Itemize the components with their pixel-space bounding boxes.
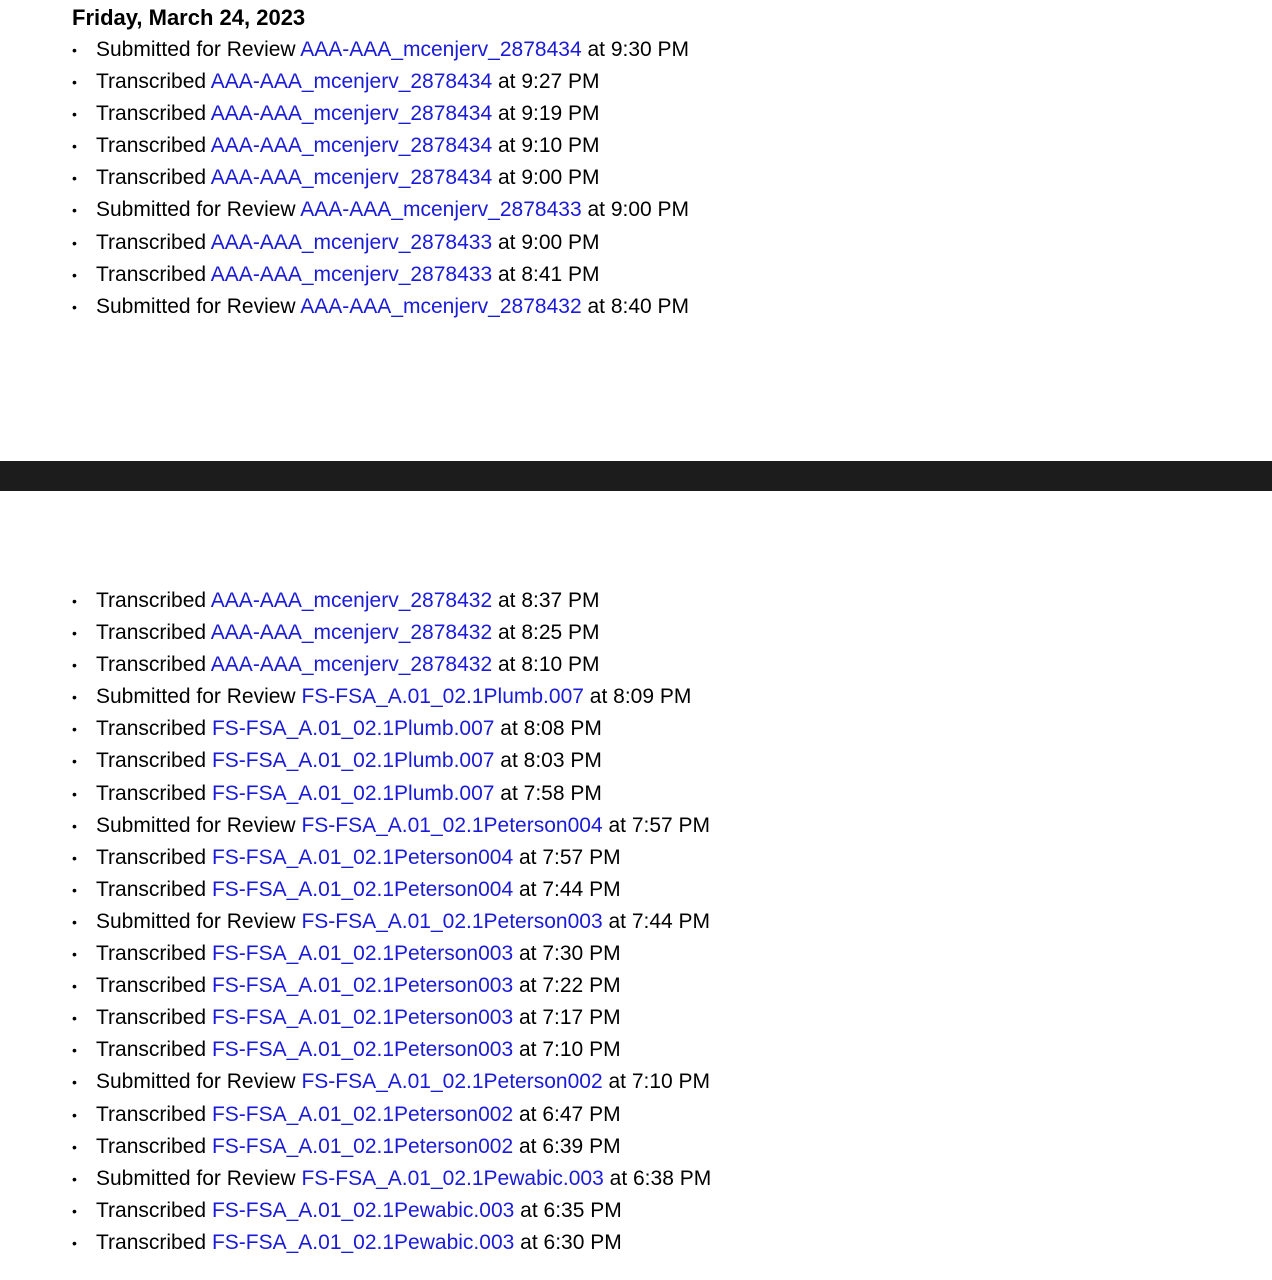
activity-item	[72, 906, 711, 938]
at-label: at	[519, 1134, 537, 1158]
activity-action: Submitted for Review	[96, 909, 296, 933]
activity-item	[72, 778, 711, 810]
item-link[interactable]: FS-FSA_A.01_02.1Peterson003	[211, 942, 514, 966]
bullet-icon: •	[72, 1202, 77, 1219]
activity-action: Submitted for Review	[96, 1166, 296, 1190]
bullet-icon: •	[72, 74, 77, 91]
activity-time: 9:00 PM	[521, 230, 600, 254]
item-link[interactable]: FS-FSA_A.01_02.1Pewabic.003	[211, 1198, 515, 1222]
activity-item	[72, 970, 711, 1002]
activity-action: Transcribed	[96, 1102, 207, 1126]
activity-action: Transcribed	[96, 589, 207, 612]
at-label: at	[608, 813, 626, 837]
activity-item	[72, 585, 711, 617]
bullet-icon: •	[72, 1138, 77, 1155]
at-label: at	[497, 70, 516, 94]
item-link[interactable]: FS-FSA_A.01_02.1Pewabic.003	[301, 1166, 604, 1190]
bullet-icon: •	[72, 881, 77, 898]
item-link[interactable]: FS-FSA_A.01_02.1Peterson004	[211, 845, 514, 869]
activity-time: 6:30 PM	[543, 1230, 622, 1254]
at-label: at	[519, 845, 537, 869]
activity-action: Submitted for Review	[96, 294, 296, 318]
item-link[interactable]: FS-FSA_A.01_02.1Peterson003	[301, 909, 603, 933]
activity-time: 7:57 PM	[542, 845, 621, 869]
activity-item	[72, 66, 689, 98]
bullet-icon: •	[72, 689, 77, 706]
bullet-icon: •	[72, 170, 77, 187]
bullet-icon: •	[72, 1010, 77, 1027]
activity-item	[72, 938, 711, 970]
activity-item	[72, 649, 711, 681]
at-label: at	[589, 685, 608, 709]
bullet-icon: •	[72, 913, 77, 930]
bullet-icon: •	[72, 1106, 77, 1123]
activity-time: 6:38 PM	[633, 1166, 712, 1190]
activity-item	[72, 98, 689, 130]
bullet-icon: •	[72, 657, 77, 674]
activity-action: Transcribed	[96, 1230, 207, 1254]
activity-time: 8:41 PM	[521, 262, 600, 286]
item-link[interactable]: AAA-AAA_mcenjerv_2878434	[300, 38, 582, 61]
item-link[interactable]: FS-FSA_A.01_02.1Plumb.007	[211, 781, 495, 805]
activity-time: 9:10 PM	[521, 134, 600, 158]
at-label: at	[497, 230, 516, 254]
activity-action: Submitted for Review	[96, 198, 296, 222]
bullet-icon: •	[72, 298, 77, 315]
bullet-icon: •	[72, 946, 77, 963]
item-link[interactable]: AAA-AAA_mcenjerv_2878432	[210, 653, 493, 677]
item-link[interactable]: FS-FSA_A.01_02.1Plumb.007	[211, 717, 495, 741]
activity-action: Transcribed	[96, 70, 207, 94]
item-link[interactable]: FS-FSA_A.01_02.1Pewabic.003	[211, 1230, 515, 1254]
activity-action: Transcribed	[96, 1006, 207, 1030]
item-link[interactable]: FS-FSA_A.01_02.1Plumb.007	[211, 749, 495, 773]
at-label: at	[609, 1166, 628, 1190]
item-link[interactable]: FS-FSA_A.01_02.1Peterson002	[211, 1102, 514, 1126]
at-label: at	[520, 1230, 538, 1254]
activity-item	[72, 1066, 711, 1098]
bullet-icon: •	[72, 593, 77, 609]
item-link[interactable]: AAA-AAA_mcenjerv_2878432	[300, 294, 582, 318]
bullet-icon: •	[72, 266, 77, 283]
bullet-icon: •	[72, 42, 77, 58]
at-label: at	[500, 781, 518, 805]
item-link[interactable]: FS-FSA_A.01_02.1Peterson004	[211, 877, 514, 901]
at-label: at	[500, 717, 518, 741]
activity-action: Transcribed	[96, 781, 207, 805]
activity-list-page-1	[72, 34, 689, 323]
activity-action: Transcribed	[96, 134, 207, 158]
activity-action: Transcribed	[96, 877, 207, 901]
activity-time: 9:19 PM	[521, 102, 600, 126]
bullet-icon: •	[72, 234, 77, 251]
item-link[interactable]: FS-FSA_A.01_02.1Plumb.007	[301, 685, 584, 709]
at-label: at	[519, 1038, 537, 1062]
at-label: at	[519, 1006, 537, 1030]
at-label: at	[497, 102, 516, 126]
activity-time: 9:00 PM	[521, 166, 600, 190]
at-label: at	[520, 1198, 538, 1222]
activity-action: Transcribed	[96, 974, 207, 998]
activity-item	[72, 842, 711, 874]
activity-time: 8:25 PM	[521, 621, 600, 645]
at-label: at	[497, 653, 516, 677]
item-link[interactable]: AAA-AAA_mcenjerv_2878432	[210, 621, 493, 645]
item-link[interactable]: AAA-AAA_mcenjerv_2878434	[210, 166, 493, 190]
at-label: at	[587, 198, 605, 222]
activity-action: Transcribed	[96, 1038, 207, 1062]
activity-item	[72, 617, 711, 649]
activity-time: 9:30 PM	[610, 38, 690, 61]
bullet-icon: •	[72, 106, 77, 123]
at-label: at	[587, 294, 605, 318]
at-label: at	[519, 942, 537, 966]
bullet-icon: •	[72, 138, 77, 155]
activity-item	[72, 874, 711, 906]
activity-item	[72, 810, 711, 842]
item-link[interactable]: AAA-AAA_mcenjerv_2878433	[300, 198, 582, 222]
activity-action: Transcribed	[96, 102, 207, 126]
activity-item	[72, 1163, 711, 1195]
activity-time: 8:40 PM	[610, 294, 690, 318]
bullet-icon: •	[72, 1234, 77, 1251]
at-label: at	[497, 134, 516, 158]
activity-item	[72, 227, 689, 259]
bullet-icon: •	[72, 849, 77, 866]
activity-action: Transcribed	[96, 166, 207, 190]
activity-action: Submitted for Review	[96, 685, 296, 709]
activity-time: 7:57 PM	[631, 813, 711, 837]
item-link[interactable]: FS-FSA_A.01_02.1Peterson002	[301, 1070, 603, 1094]
activity-time: 9:27 PM	[521, 70, 600, 94]
activity-item	[72, 1227, 711, 1259]
activity-time: 7:44 PM	[631, 909, 711, 933]
at-label: at	[519, 1102, 537, 1126]
activity-time: 8:09 PM	[613, 685, 692, 709]
activity-time: 6:39 PM	[542, 1134, 621, 1158]
at-label: at	[497, 166, 516, 190]
activity-time: 7:17 PM	[542, 1006, 621, 1030]
activity-item	[72, 681, 711, 713]
activity-item	[72, 745, 711, 777]
at-label: at	[608, 1070, 626, 1094]
activity-item	[72, 194, 689, 226]
bullet-icon: •	[72, 1074, 77, 1091]
activity-time: 8:03 PM	[523, 749, 602, 773]
bullet-icon: •	[72, 721, 77, 738]
activity-list-page-2	[72, 585, 711, 1259]
at-label: at	[497, 262, 516, 286]
page-divider	[0, 461, 1272, 491]
activity-item	[72, 1002, 711, 1034]
activity-item	[72, 1131, 711, 1163]
activity-action: Transcribed	[96, 1134, 207, 1158]
item-link[interactable]: FS-FSA_A.01_02.1Peterson003	[211, 974, 514, 998]
activity-time: 6:47 PM	[542, 1102, 621, 1126]
bullet-icon: •	[72, 1042, 77, 1059]
bullet-icon: •	[72, 753, 77, 770]
activity-item	[72, 1195, 711, 1227]
item-link[interactable]: FS-FSA_A.01_02.1Peterson003	[211, 1006, 514, 1030]
activity-action: Transcribed	[96, 717, 207, 741]
at-label: at	[500, 749, 518, 773]
activity-action: Submitted for Review	[96, 38, 296, 61]
at-label: at	[587, 38, 605, 61]
item-link[interactable]: AAA-AAA_mcenjerv_2878434	[210, 102, 493, 126]
activity-time: 7:10 PM	[631, 1070, 711, 1094]
activity-item	[72, 713, 711, 745]
activity-time: 7:22 PM	[542, 974, 621, 998]
at-label: at	[608, 909, 626, 933]
activity-action: Submitted for Review	[96, 813, 296, 837]
activity-item	[72, 291, 689, 323]
day-heading: Friday, March 24, 2023	[72, 5, 306, 30]
bullet-icon: •	[72, 1170, 77, 1187]
activity-time: 8:10 PM	[521, 653, 600, 677]
activity-action: Transcribed	[96, 845, 207, 869]
activity-time: 7:30 PM	[542, 942, 621, 966]
item-link[interactable]: FS-FSA_A.01_02.1Peterson002	[211, 1134, 514, 1158]
activity-action: Transcribed	[96, 942, 207, 966]
item-link[interactable]: FS-FSA_A.01_02.1Peterson003	[211, 1038, 514, 1062]
item-link[interactable]: AAA-AAA_mcenjerv_2878432	[210, 589, 493, 612]
activity-time: 6:35 PM	[543, 1198, 622, 1222]
activity-action: Transcribed	[96, 749, 207, 773]
activity-time: 7:10 PM	[542, 1038, 621, 1062]
activity-item	[72, 259, 689, 291]
bullet-icon: •	[72, 202, 77, 219]
activity-item	[72, 1034, 711, 1066]
at-label: at	[497, 621, 516, 645]
at-label: at	[519, 877, 537, 901]
activity-item	[72, 34, 689, 66]
bullet-icon: •	[72, 785, 77, 802]
bullet-icon: •	[72, 978, 77, 995]
activity-time: 7:58 PM	[523, 781, 602, 805]
activity-action: Transcribed	[96, 653, 207, 677]
activity-item	[72, 130, 689, 162]
activity-time: 9:00 PM	[610, 198, 690, 222]
item-link[interactable]: AAA-AAA_mcenjerv_2878434	[210, 70, 493, 94]
activity-item	[72, 1099, 711, 1131]
item-link[interactable]: AAA-AAA_mcenjerv_2878434	[210, 134, 493, 158]
at-label: at	[519, 974, 537, 998]
activity-time: 8:08 PM	[523, 717, 602, 741]
activity-time: 8:37 PM	[521, 589, 600, 612]
item-link[interactable]: AAA-AAA_mcenjerv_2878433	[210, 262, 493, 286]
item-link[interactable]: FS-FSA_A.01_02.1Peterson004	[301, 813, 603, 837]
activity-action: Transcribed	[96, 262, 207, 286]
activity-action: Transcribed	[96, 621, 207, 645]
at-label: at	[497, 589, 516, 612]
activity-time: 7:44 PM	[542, 877, 621, 901]
activity-action: Transcribed	[96, 230, 207, 254]
activity-action: Submitted for Review	[96, 1070, 296, 1094]
bullet-icon: •	[72, 625, 77, 642]
activity-action: Transcribed	[96, 1198, 207, 1222]
activity-item	[72, 162, 689, 194]
item-link[interactable]: AAA-AAA_mcenjerv_2878433	[210, 230, 493, 254]
bullet-icon: •	[72, 817, 77, 834]
